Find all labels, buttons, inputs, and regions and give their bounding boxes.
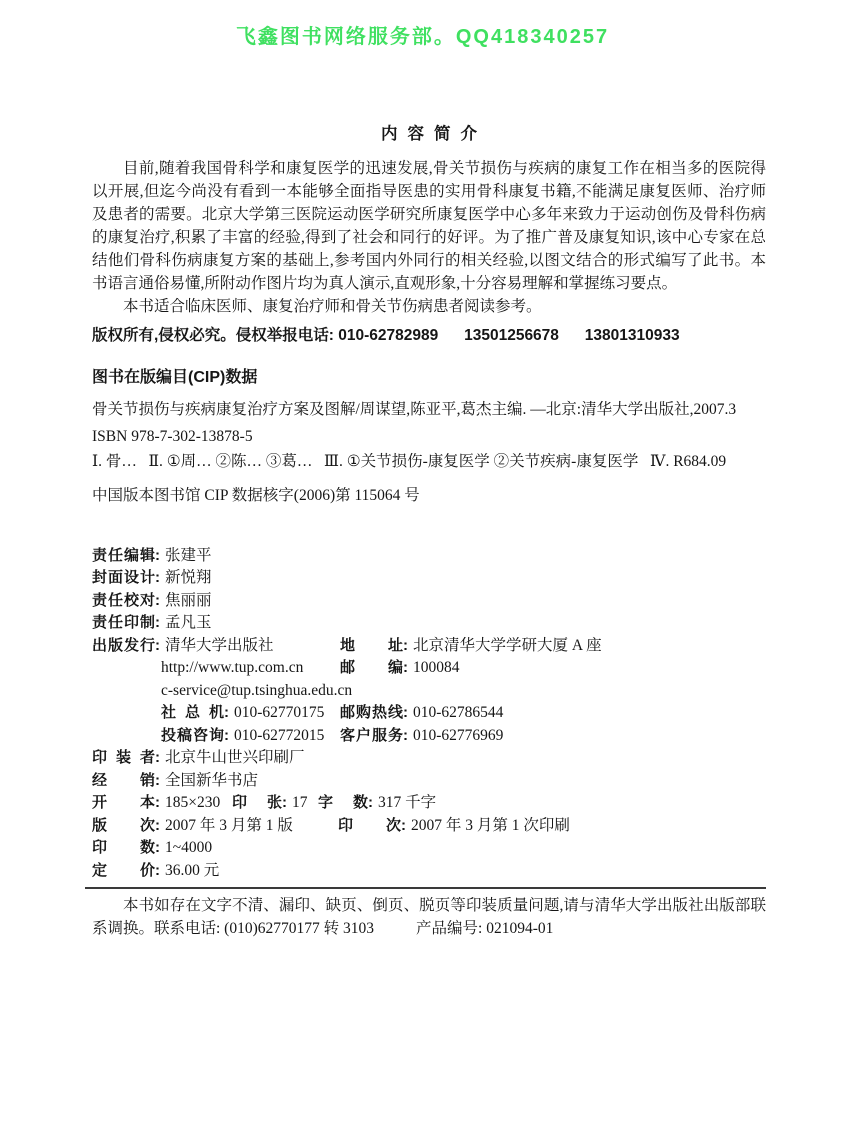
footer-note-text: 本书如存在文字不清、漏印、缺页、倒页、脱页等印装质量问题,请与清华大学出版社出版部联系调换。联系电话: (010)62770177 转 3103 xyxy=(92,897,766,937)
printer-row xyxy=(92,747,766,770)
colon: : xyxy=(403,659,408,676)
sheets-value: 17 xyxy=(292,794,308,811)
publisher-website: http://www.tup.com.cn xyxy=(161,659,304,676)
switchboard-label: 社总机 xyxy=(161,704,224,721)
distributor-row xyxy=(92,770,766,793)
colon: : xyxy=(155,861,160,879)
zip-value: 100084 xyxy=(413,659,460,676)
credit-label: 责任印制 xyxy=(92,614,155,631)
colon: : xyxy=(403,726,408,744)
colon: : xyxy=(155,636,160,654)
submission-row xyxy=(92,725,766,748)
submission-label: 投稿咨询 xyxy=(161,726,224,744)
divider-rule xyxy=(85,887,766,889)
publisher-email: c-service@tup.tsinghua.edu.cn xyxy=(161,681,353,699)
edition-value: 2007 年 3 月第 1 版 xyxy=(165,816,293,834)
service-value: 010-62776969 xyxy=(413,726,504,744)
distributor-label: 经销 xyxy=(92,771,155,789)
mailorder-label: 邮购热线 xyxy=(340,704,403,721)
sheets-pair xyxy=(232,792,308,815)
copies-value: 1~4000 xyxy=(165,839,213,856)
price-value: 36.00 元 xyxy=(165,861,220,879)
format-value: 185×230 xyxy=(165,794,221,811)
copies-label: 印数 xyxy=(92,839,155,856)
email-row xyxy=(92,680,766,703)
mailorder-pair xyxy=(340,702,503,725)
edition-row xyxy=(92,815,766,838)
isbn-number: ISBN 978-7-302-13878-5 xyxy=(92,427,253,445)
colon: : xyxy=(282,794,287,811)
zip-label: 邮编 xyxy=(340,659,403,676)
sheets-label: 印张 xyxy=(232,794,282,811)
words-pair xyxy=(318,792,436,815)
copyright-notice: 版权所有,侵权必究。侵权举报电话: 010-62782989 13501256678 13801310933 xyxy=(92,327,680,344)
colon: : xyxy=(401,816,406,834)
publisher-label: 出版发行 xyxy=(92,636,155,654)
publisher-row xyxy=(92,635,766,658)
switchboard-row xyxy=(92,702,766,725)
credit-value: 张建平 xyxy=(165,546,212,564)
credit-label: 责任校对 xyxy=(92,591,155,609)
colon: : xyxy=(155,591,160,609)
copies-row xyxy=(92,837,766,860)
impression-label: 印次 xyxy=(338,816,401,834)
colon: : xyxy=(155,546,160,564)
page-content xyxy=(92,0,766,940)
seller-watermark: 飞鑫图书网络服务部。QQ418340257 xyxy=(235,26,610,48)
cip-book-entry: 骨关节损伤与疾病康复治疗方案及图解/周谋望,陈亚平,葛杰主编. —北京:清华大学出版社,2007.3 xyxy=(92,401,737,418)
cip-heading: 图书在版编目(CIP)数据 xyxy=(92,369,258,386)
submission-value: 010-62772015 xyxy=(234,726,325,744)
words-label: 字数 xyxy=(318,794,368,811)
credit-value: 焦丽丽 xyxy=(165,591,212,609)
colon: : xyxy=(155,771,160,789)
credit-row-proofreader xyxy=(92,590,766,613)
colon: : xyxy=(403,636,408,654)
printer-label: 印装者 xyxy=(92,749,155,766)
distributor-value: 全国新华书店 xyxy=(165,771,259,789)
imprint-block xyxy=(92,545,766,883)
colon: : xyxy=(155,839,160,856)
printer-value: 北京牛山世兴印刷厂 xyxy=(165,749,305,766)
address-value: 北京清华大学学研大厦 A 座 xyxy=(413,636,602,654)
zip-pair xyxy=(340,657,460,680)
service-pair xyxy=(340,725,503,748)
credit-value: 新悦翔 xyxy=(165,569,212,586)
credit-value: 孟凡玉 xyxy=(165,614,212,631)
publisher-name: 清华大学出版社 xyxy=(165,636,274,654)
impression-pair xyxy=(338,815,570,838)
format-label: 开本 xyxy=(92,794,155,811)
colon: : xyxy=(368,794,373,811)
intro-title: 内容简介 xyxy=(381,125,487,143)
cip-classification: Ⅰ. 骨… Ⅱ. ①周… ②陈… ③葛… Ⅲ. ①关节损伤-康复医学 ②关节疾病-康复医学 Ⅳ. R684.09 xyxy=(92,452,727,470)
colon: : xyxy=(155,569,160,586)
product-code: 产品编号: 021094-01 xyxy=(416,920,554,937)
colon: : xyxy=(224,704,229,721)
credit-label: 封面设计 xyxy=(92,569,155,586)
website-row xyxy=(92,657,766,680)
colon: : xyxy=(155,749,160,766)
colon: : xyxy=(403,704,408,721)
credit-row-print-supervisor xyxy=(92,612,766,635)
colon: : xyxy=(155,816,160,834)
price-label: 定价 xyxy=(92,861,155,879)
footer-note xyxy=(92,894,766,940)
address-label: 地址 xyxy=(340,636,403,654)
intro-audience: 本书适合临床医师、康复治疗师和骨关节伤病患者阅读参考。 xyxy=(123,298,542,315)
credit-label: 责任编辑 xyxy=(92,546,155,564)
credit-row-cover-design xyxy=(92,567,766,590)
switchboard-value: 010-62770175 xyxy=(234,704,325,721)
address-pair xyxy=(340,635,602,658)
intro-paragraph: 目前,随着我国骨科学和康复医学的迅速发展,骨关节损伤与疾病的康复工作在相当多的医院得以开展,但迄今尚没有看到一本能够全面指导医患的实用骨科康复书籍,不能满足康复医师、治疗师及患者的需要。北京大学第三医院运动医学研究所康复医学中心多年来致力于运动创伤及骨科伤病的康复治疗,积累了丰富的经验,得到了社会和同行的好评。为了推广普及康复知识,该中心专家在总结他们骨科伤病康复方案的基础上,参考国内外同行的相关经验,以图文结合的形式编写了此书。本书语言通俗易懂,所附动作图片均为真人演示,直观形象,十分容易理解和掌握练习要点。 xyxy=(92,160,766,292)
words-value: 317 千字 xyxy=(378,794,437,811)
format-row xyxy=(92,792,766,815)
credit-row-editor xyxy=(92,545,766,568)
price-row xyxy=(92,860,766,883)
colon: : xyxy=(155,614,160,631)
colon: : xyxy=(155,794,160,811)
colon: : xyxy=(224,726,229,744)
cip-record-number: 中国版本图书馆 CIP 数据核字(2006)第 115064 号 xyxy=(92,486,420,504)
service-label: 客户服务 xyxy=(340,726,403,744)
edition-label: 版次 xyxy=(92,816,155,834)
mailorder-value: 010-62786544 xyxy=(413,704,504,721)
impression-value: 2007 年 3 月第 1 次印刷 xyxy=(411,816,570,834)
